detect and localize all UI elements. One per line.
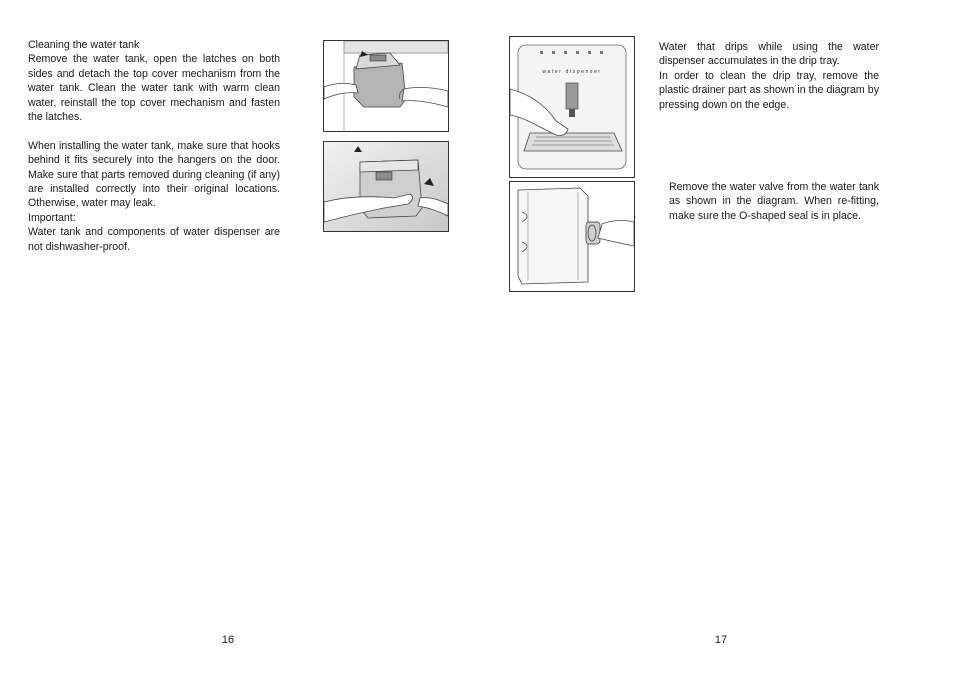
drip-tray-paragraph-2: In order to clean the drip tray, remove the plastic drainer part as shown in the diagram by pressing down on the edge. xyxy=(659,69,879,111)
water-valve-paragraph: Remove the water valve from the water tank as shown in the diagram. When re-fitting, make sure the O-shaped seal is in place. xyxy=(669,181,879,222)
page-number-left: 16 xyxy=(221,634,235,646)
left-text-column xyxy=(28,38,280,254)
section-heading: Cleaning the water tank xyxy=(28,39,140,51)
page-number-right: 17 xyxy=(714,634,728,646)
figure-open-latches xyxy=(323,141,449,232)
important-label: Important: xyxy=(28,211,76,224)
important-text: Water tank and components of water dispenser are not dishwasher-proof. xyxy=(28,226,280,253)
installing-paragraph: When installing the water tank, make sure that hooks behind it fits securely into the hangers on the door. Make sure that parts removed during cleaning (if any) are installed correctly into their original locations. Otherwise, water may leak. xyxy=(28,139,280,210)
figure-drip-tray xyxy=(509,36,635,178)
cleaning-paragraph: Remove the water tank, open the latches on both sides and detach the top cover mechanism from the water tank. Clean the water tank with warm clean water, reinstall the top cover mechanism and fasten the latches. xyxy=(28,53,280,124)
figure-water-valve xyxy=(509,181,635,292)
drip-tray-paragraph-1: Water that drips while using the water dispenser accumulates in the drip tray. xyxy=(659,41,879,68)
drip-tray-text xyxy=(659,40,879,112)
water-valve-text xyxy=(669,180,879,223)
figure-remove-water-tank xyxy=(323,40,449,132)
dispenser-label: water dispenser xyxy=(542,69,602,75)
